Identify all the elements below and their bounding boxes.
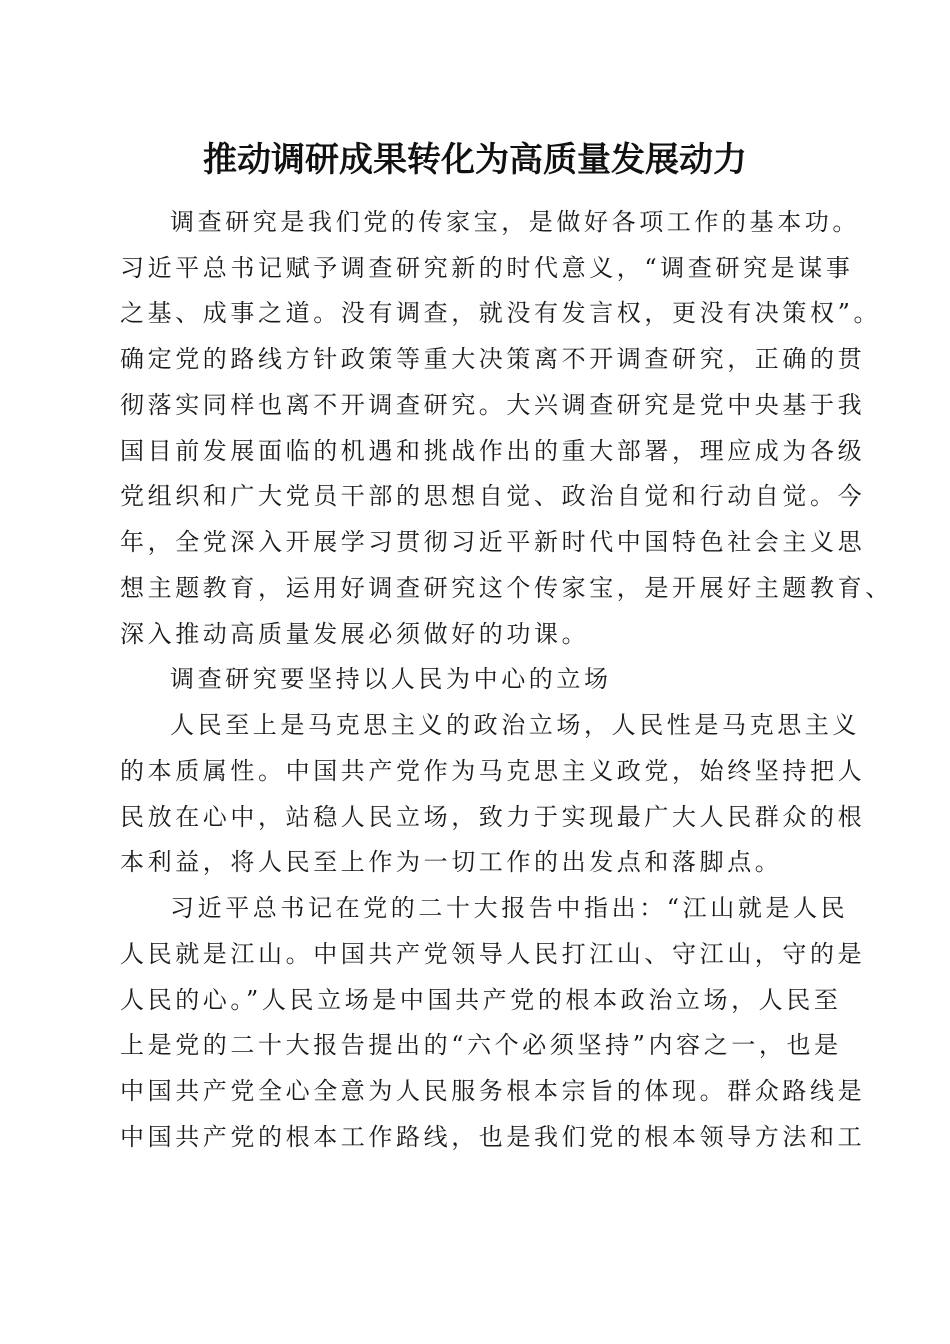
paragraph-line: 想主题教育，运用好调查研究这个传家宝，是开展好主题教育、 (120, 574, 893, 602)
paragraph-line: 确定党的路线方针政策等重大决策离不开调查研究，正确的贯 (120, 345, 866, 373)
paragraph-line: 年，全党深入开展学习贯彻习近平新时代中国特色社会主义思 (120, 528, 866, 556)
paragraph-line: 民放在心中，站稳人民立场，致力于实现最广大人民群众的根 (120, 803, 866, 831)
paragraph-line: 党组织和广大党员干部的思想自觉、政治自觉和行动自觉。今 (120, 482, 866, 510)
paragraph-line: 国目前发展面临的机遇和挑战作出的重大部署，理应成为各级 (120, 437, 866, 465)
paragraph-line: 本利益，将人民至上作为一切工作的出发点和落脚点。 (120, 848, 783, 876)
paragraph-line: 中国共产党的根本工作路线，也是我们党的根本领导方法和工 (120, 1123, 866, 1151)
paragraph-line: 之基、成事之道。没有调查，就没有发言权，更没有决策权”。 (120, 299, 882, 327)
paragraph-line: 的本质属性。中国共产党作为马克思主义政党，始终坚持把人 (120, 757, 866, 785)
paragraph-line: 调查研究是我们党的传家宝，是做好各项工作的基本功。 (170, 208, 860, 236)
paragraph-line: 彻落实同样也离不开调查研究。大兴调查研究是党中央基于我 (120, 391, 866, 419)
paragraph-line: 深入推动高质量发展必须做好的功课。 (120, 620, 590, 648)
paragraph-line: 人民至上是马克思主义的政治立场，人民性是马克思主义 (170, 711, 860, 739)
paragraph-line: 习近平总书记赋予调查研究新的时代意义，“调查研究是谋事 (120, 254, 854, 282)
document-title: 推动调研成果转化为高质量发展动力 (203, 140, 747, 180)
section-heading: 调查研究要坚持以人民为中心的立场 (170, 665, 612, 693)
paragraph-line: 上是党的二十大报告提出的“六个必须坚持”内容之一，也是 (120, 1031, 842, 1059)
paragraph-line: 习近平总书记在党的二十大报告中指出：“江山就是人民 (170, 894, 849, 922)
paragraph-line: 人民就是江山。中国共产党领导人民打江山、守江山，守的是 (120, 940, 866, 968)
paragraph-line: 中国共产党全心全意为人民服务根本宗旨的体现。群众路线是 (120, 1077, 866, 1105)
paragraph-line: 人民的心。”人民立场是中国共产党的根本政治立场，人民至 (120, 986, 842, 1014)
